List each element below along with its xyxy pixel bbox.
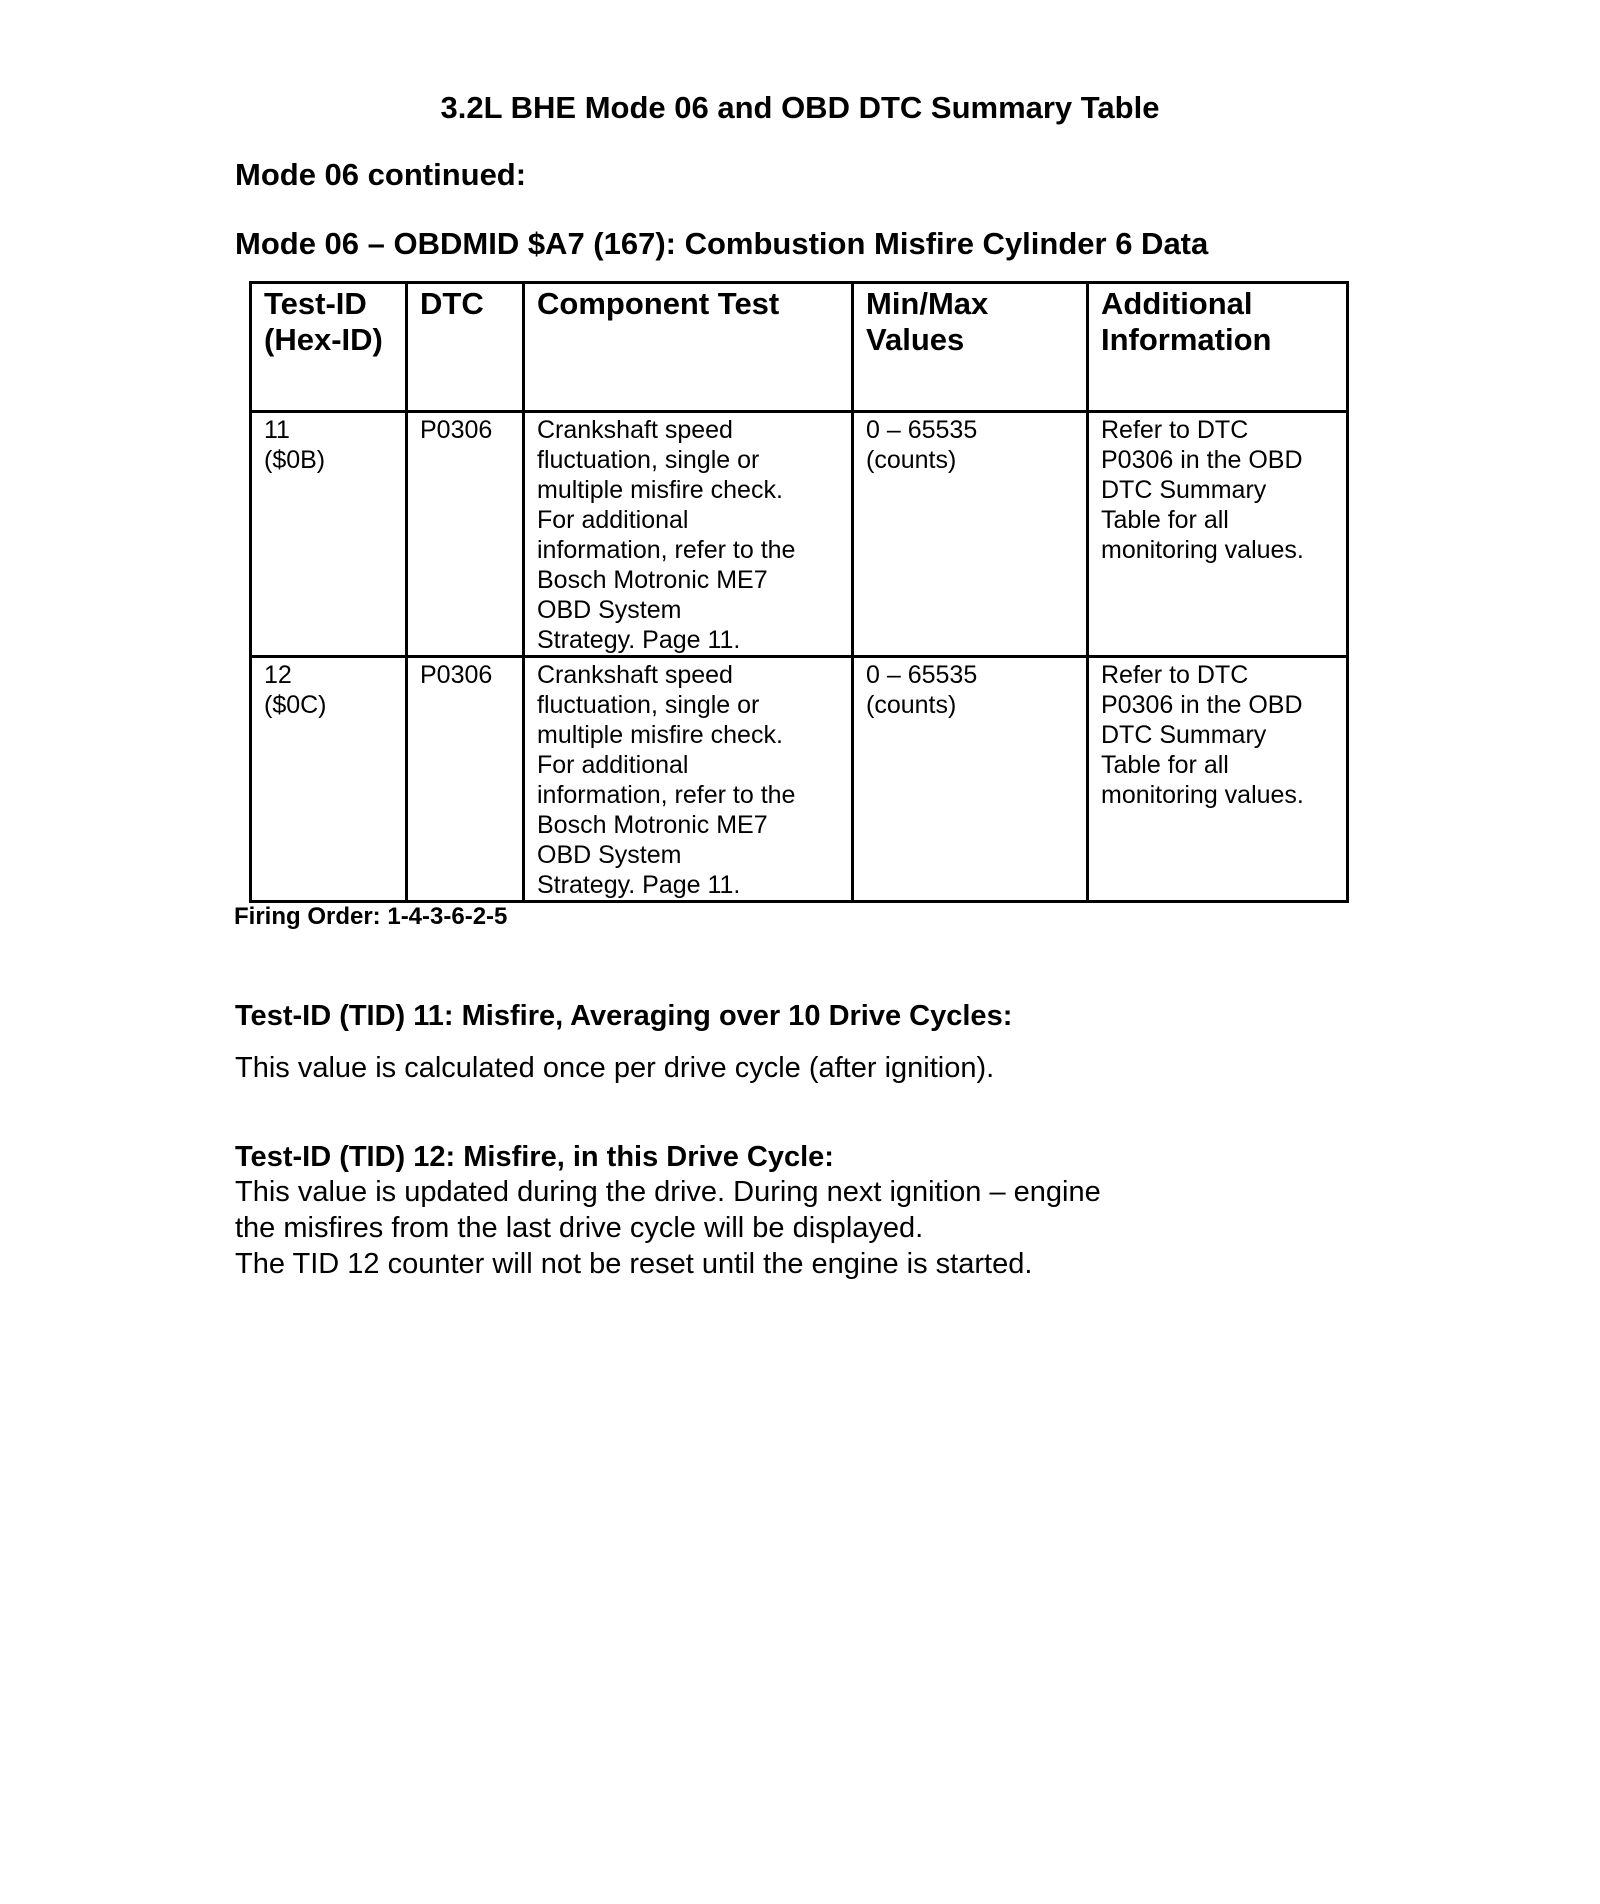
tid12-heading: Test-ID (TID) 12: Misfire, in this Drive Cycle: — [235, 1141, 834, 1173]
cell-min-max: 0 – 65535 (counts) — [853, 412, 1088, 657]
cell-additional-info: Refer to DTC P0306 in the OBD DTC Summary Table for all monitoring values. — [1088, 657, 1348, 902]
cell-test-id: 12 ($0C) — [251, 657, 407, 902]
table-row — [251, 412, 1348, 657]
header-min-max: Min/Max Values — [853, 283, 1088, 412]
cell-test-id: 11 ($0B) — [251, 412, 407, 657]
table-row — [251, 657, 1348, 902]
header-component-test: Component Test — [524, 283, 853, 412]
tid12-body — [235, 1174, 1101, 1282]
cell-dtc: P0306 — [407, 657, 524, 902]
header-additional-info: Additional Information — [1088, 283, 1348, 412]
cell-dtc: P0306 — [407, 412, 524, 657]
tid11-body: This value is calculated once per drive cycle (after ignition). — [235, 1052, 995, 1084]
mode06-table — [249, 281, 1349, 903]
tid12-body-line: The TID 12 counter will not be reset until the engine is started. — [235, 1248, 1033, 1280]
cell-min-max: 0 – 65535 (counts) — [853, 657, 1088, 902]
continued-heading: Mode 06 continued: — [235, 157, 527, 192]
document-title: 3.2L BHE Mode 06 and OBD DTC Summary Table — [440, 90, 1160, 125]
tid11-heading: Test-ID (TID) 11: Misfire, Averaging over 10 Drive Cycles: — [235, 1000, 1013, 1032]
header-test-id: Test-ID (Hex-ID) — [251, 283, 407, 412]
section-heading: Mode 06 – OBDMID $A7 (167): Combustion Misfire Cylinder 6 Data — [235, 226, 1209, 261]
firing-order-note: Firing Order: 1-4-3-6-2-5 — [234, 903, 508, 930]
tid12-body-line: This value is updated during the drive. During next ignition – engine — [235, 1176, 1101, 1208]
cell-additional-info: Refer to DTC P0306 in the OBD DTC Summary Table for all monitoring values. — [1088, 412, 1348, 657]
table-header-row — [251, 283, 1348, 412]
cell-component-test: Crankshaft speed fluctuation, single or multiple misfire check. For additional information, refer to the Bosch Motronic ME7 OBD System Strategy. Page 11. — [524, 412, 853, 657]
tid12-body-line: the misfires from the last drive cycle will be displayed. — [235, 1212, 924, 1244]
header-dtc: DTC — [407, 283, 524, 412]
cell-component-test: Crankshaft speed fluctuation, single or multiple misfire check. For additional information, refer to the Bosch Motronic ME7 OBD System Strategy. Page 11. — [524, 657, 853, 902]
